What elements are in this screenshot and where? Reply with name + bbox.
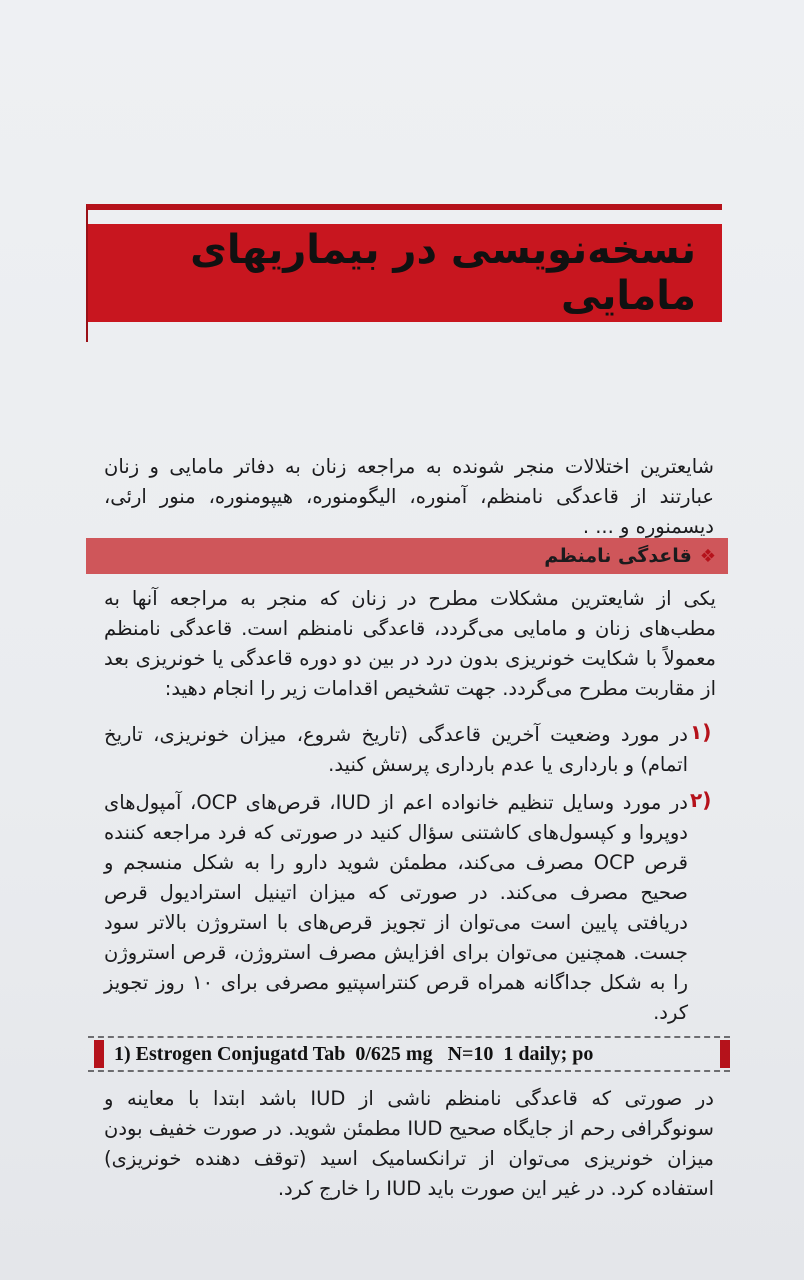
chapter-title: نسخه‌نویسی در بیماریهای مامایی — [190, 227, 696, 319]
list-number: ۱) — [690, 720, 712, 744]
prescription-right-marker — [720, 1040, 730, 1068]
list-item: در مورد وسایل تنظیم خانواده اعم از IUD، قرص‌های OCP، آمپول‌های دوپروا و کپسول‌های کاشتنی سؤال کنید در صورتی که فرد مراجعه کننده قرص OCP مصرف می‌کند، مطمئن شوید دارو را به شکل منسجم و صحیح مصرف می‌کند. در صورتی که میزان اتینیل استرادیول قرص دریافتی پایین است می‌توان از تجویز قرص‌های با استروژن بالاتر سود جست. همچنین می‌توان برای افزایش مصرف استروژن، قرص استروژن را به شکل جداگانه همراه قرص کنتراسپتیو مصرفی برای ۱۰ روز تجویز کرد. — [104, 791, 689, 1024]
section-heading: قاعدگی نامنظم — [544, 545, 692, 567]
prescription-left-marker — [94, 1040, 104, 1068]
intro-paragraph: شایعترین اختلالات منجر شونده به مراجعه زنان به دفاتر مامایی و زنان عبارتند از قاعدگی نامنظم، آمنوره، الیگومنوره، هیپومنوره، منور ارئی، دیسمنوره و ... . — [104, 455, 714, 538]
closing-paragraph: در صورتی که قاعدگی نامنظم ناشی از IUD باشد ابتدا با معاینه و سونوگرافی رحم از جایگاه صحیح IUD مطمئن شوید. در صورت خفیف بودن میزان خونریزی می‌توان از ترانکسامیک اسید (توقف دهنده خونریزی) استفاده کرد. در غیر این صورت باید IUD را خارج کرد. — [104, 1087, 714, 1200]
chapter-title-box — [86, 204, 722, 342]
chapter-title-band — [88, 224, 722, 322]
prescription-line: 1) Estrogen Conjugatd Tab 0/625 mg N=10 1 daily; po — [114, 1042, 594, 1065]
list-number: ۲) — [690, 788, 712, 812]
section-heading-bar — [86, 538, 728, 574]
list-item: در مورد وضعیت آخرین قاعدگی (تاریخ شروع، میزان خونریزی، تاریخ اتمام) و بارداری یا عدم بارداری پرسش کنید. — [104, 723, 688, 776]
prescription-box — [88, 1036, 730, 1072]
section-paragraph: یکی از شایعترین مشکلات مطرح در زنان که منجر به مراجعه آنها به مطب‌های زنان و مامایی می‌گردد، قاعدگی نامنظم است. قاعدگی نامنظم معمولاً با شکایت خونریزی بدون درد در بین دو دوره قاعدگی یا خونریزی بعد از مقاربت مطرح می‌گردد. جهت تشخیص اقدامات زیر را انجام دهید: — [104, 587, 716, 700]
diamond-bullet-icon: ❖ — [699, 545, 716, 567]
